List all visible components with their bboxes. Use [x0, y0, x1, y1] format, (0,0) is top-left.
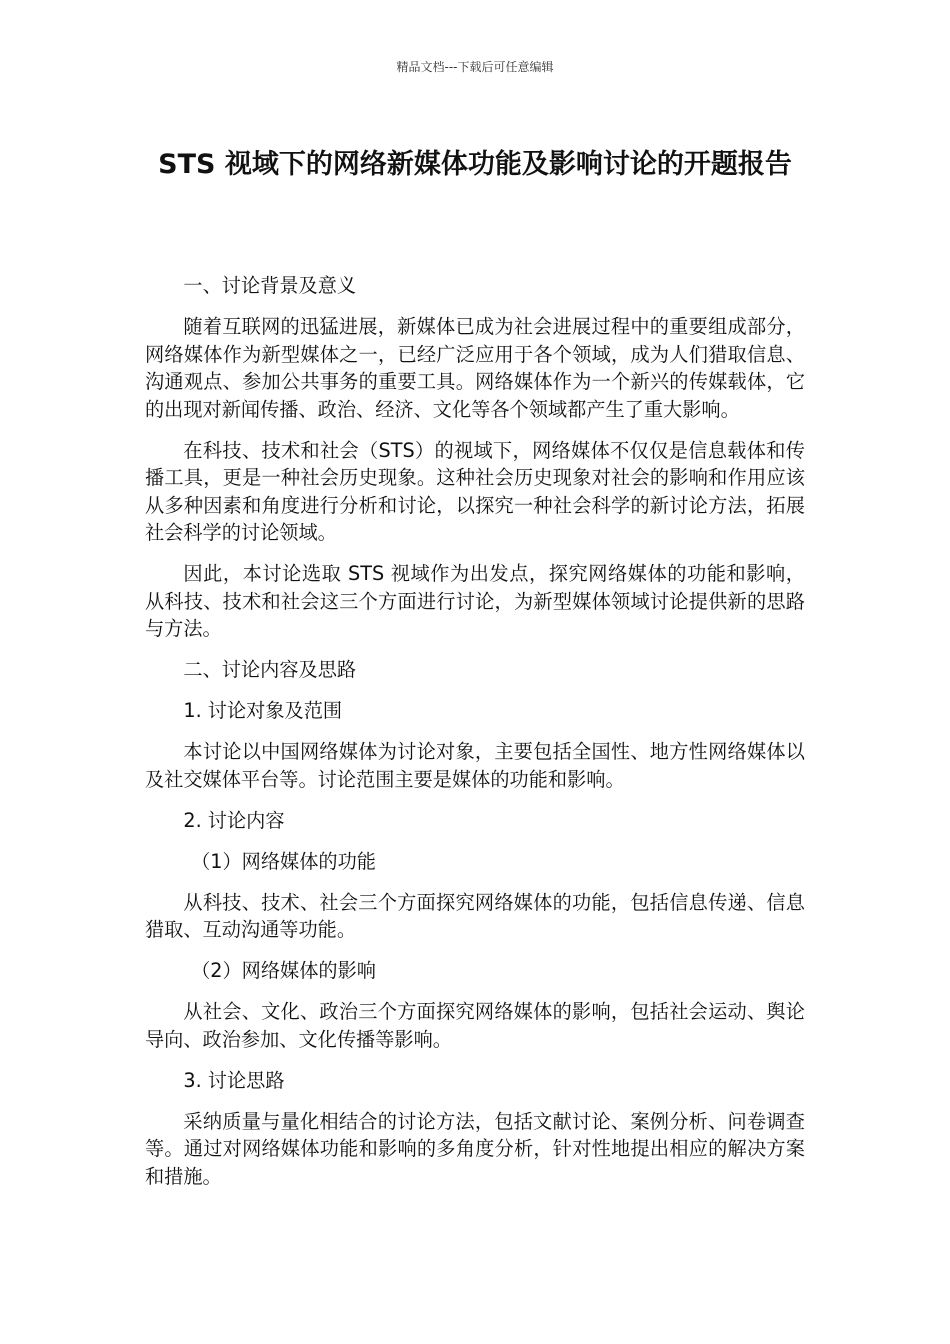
subheading-approach: 3. 讨论思路: [183, 1068, 285, 1092]
paragraph-object-scope: 本讨论以中国网络媒体为讨论对象，主要包括全国性、地方性网络媒体以及社交媒体平台等。讨论范围主要是媒体的功能和影响。: [145, 740, 805, 791]
subheading-media-function: （1）网络媒体的功能: [191, 849, 376, 873]
subheading-content: 2. 讨论内容: [183, 808, 285, 832]
section-heading-content: 二、讨论内容及思路: [183, 658, 357, 681]
paragraph-media-function: 从科技、技术、社会三个方面探究网络媒体的功能，包括信息传递、信息猎取、互动沟通等功能。: [145, 890, 805, 941]
subheading-object-scope: 1. 讨论对象及范围: [183, 699, 343, 722]
document-title: STS 视域下的网络新媒体功能及影响讨论的开题报告: [158, 149, 792, 180]
paragraph-background-3: 因此，本讨论选取 STS 视域作为出发点，探究网络媒体的功能和影响，从科技、技术和社会这三个方面进行讨论，为新型媒体领域讨论提供新的思路与方法。: [145, 562, 805, 640]
paragraph-background-2: 在科技、技术和社会（STS）的视域下，网络媒体不仅仅是信息载体和传播工具，更是一种社会历史现象。这种社会历史现象对社会的影响和作用应该从多种因素和角度进行分析和讨论，以探究一种社会科学的新讨论方法，拓展社会科学的讨论领域。: [145, 438, 805, 544]
page-header-note: 精品文档---下载后可任意编辑: [396, 60, 554, 74]
document-body: [145, 272, 805, 1204]
paragraph-approach: 采纳质量与量化相结合的讨论方法，包括文献讨论、案例分析、问卷调查等。通过对网络媒体功能和影响的多角度分析，针对性地提出相应的解决方案和措施。: [145, 1109, 805, 1188]
paragraph-media-impact: 从社会、文化、政治三个方面探究网络媒体的影响，包括社会运动、舆论导向、政治参加、文化传播等影响。: [145, 1000, 805, 1051]
subheading-media-impact: （2）网络媒体的影响: [191, 959, 376, 982]
paragraph-background-1: 随着互联网的迅猛进展，新媒体已成为社会进展过程中的重要组成部分，网络媒体作为新型媒体之一，已经广泛应用于各个领域，成为人们猎取信息、沟通观点、参加公共事务的重要工具。网络媒体作为一个新兴的传媒载体，它的出现对新闻传播、政治、经济、文化等各个领域都产生了重大影响。: [145, 315, 805, 421]
section-heading-background: 一、讨论背景及意义: [183, 274, 357, 297]
